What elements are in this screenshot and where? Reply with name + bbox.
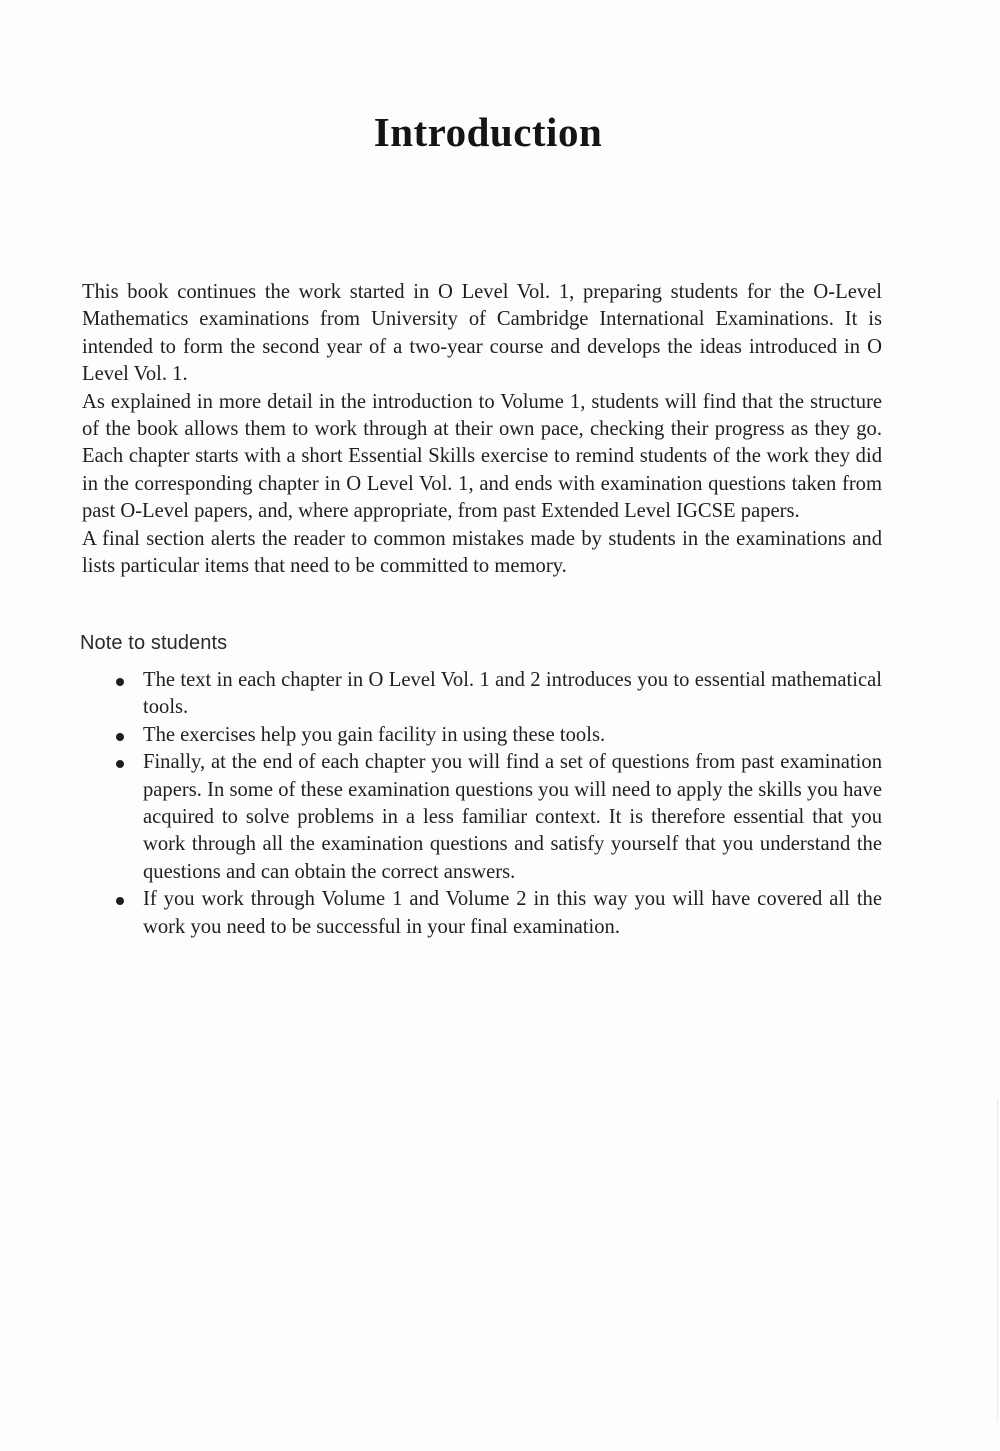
note-list-item bbox=[112, 749, 882, 886]
bullet-icon bbox=[116, 897, 124, 905]
intro-body bbox=[82, 279, 882, 580]
intro-paragraph: A final section alerts the reader to common mistakes made by students in the examinations and lists particular items that need to be committed to memory. bbox=[82, 527, 882, 578]
note-item-text: The exercises help you gain facility in using these tools. bbox=[143, 723, 606, 746]
note-to-students-heading: Note to students bbox=[80, 632, 228, 654]
bullet-icon bbox=[116, 760, 124, 768]
intro-paragraph: As explained in more detail in the introduction to Volume 1, students will find that the structure of the book allows them to work through at their own pace, checking their progress as they go. Each chapter starts with a short Essential Skills exercise to remind students of the work they did in the corresponding chapter in O Level Vol. 1, and ends with examination questions taken from past O-Level papers, and, where appropriate, from past Extended Level IGCSE papers. bbox=[82, 390, 882, 523]
page-edge-scan-mark bbox=[996, 1100, 998, 1420]
bullet-icon bbox=[116, 678, 124, 686]
note-list-item bbox=[112, 886, 882, 941]
note-item-text: If you work through Volume 1 and Volume 2 in this way you will have covered all the work you need to be successful in your final examination. bbox=[143, 888, 882, 938]
bullet-icon bbox=[116, 733, 124, 741]
note-list-item bbox=[112, 722, 882, 749]
note-item-text: Finally, at the end of each chapter you will find a set of questions from past examination papers. In some of these examination questions you will need to apply the skills you have acquired to solve problems in a less familiar context. It is therefore essential that you work through all the examination questions and satisfy yourself that you understand the questions and can obtain the correct answers. bbox=[143, 751, 882, 883]
note-list bbox=[112, 667, 882, 941]
note-list-item bbox=[112, 667, 882, 722]
note-item-text: The text in each chapter in O Level Vol. 1 and 2 introduces you to essential mathematical tools. bbox=[143, 669, 882, 719]
intro-paragraph: This book continues the work started in O Level Vol. 1, preparing students for the O-Level Mathematics examinations from University of Cambridge International Examinations. It is intended to form the second year of a two-year course and develops the ideas introduced in O Level Vol. 1. bbox=[82, 281, 882, 386]
page-title: Introduction bbox=[373, 109, 603, 155]
